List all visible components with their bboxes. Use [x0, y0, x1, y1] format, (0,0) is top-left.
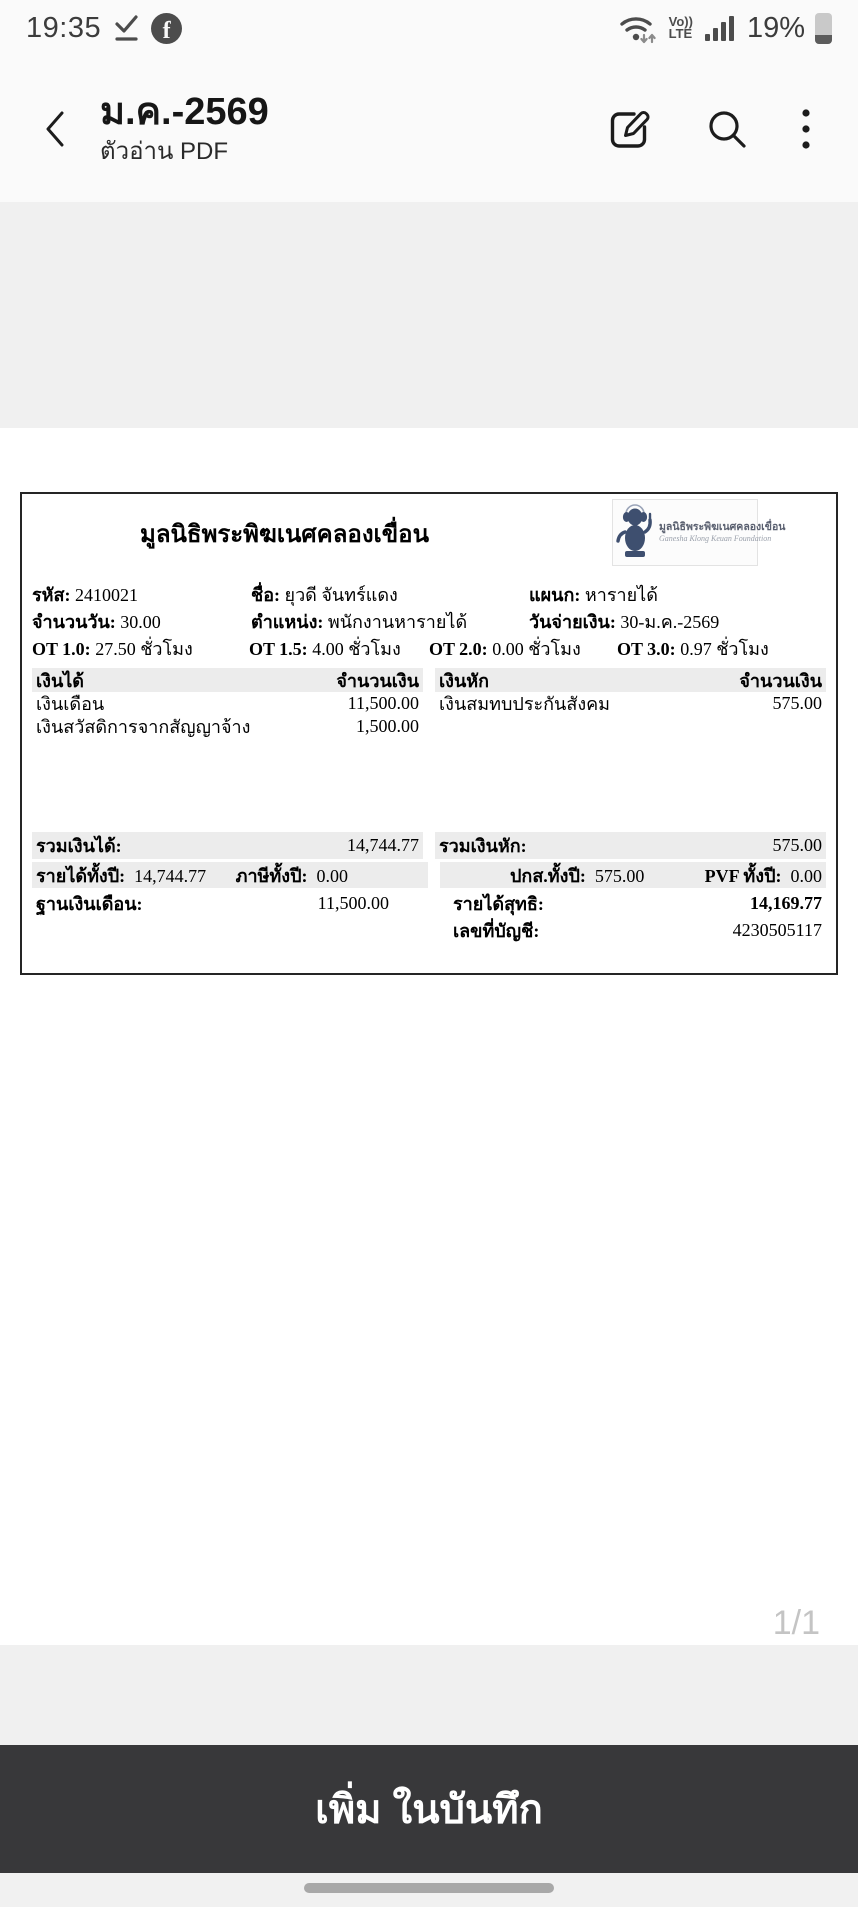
ytd-income-value: 14,744.77: [134, 865, 207, 886]
total-earnings-cell: [32, 832, 423, 859]
document-title: ม.ค.-2569: [100, 91, 269, 133]
deductions-amount-header: จำนวนเงิน: [739, 670, 822, 691]
employee-id-label: รหัส:: [32, 585, 71, 605]
navigation-area: [0, 1873, 858, 1907]
logo-thai-text: มูลนิธิพระพิฆเนศคลองเขื่อน: [659, 521, 786, 533]
ot20-label: OT 2.0:: [429, 639, 488, 659]
net-income-label: รายได้สุทธิ:: [453, 894, 544, 914]
ytd-tax-label: ภาษีทั้งปี:: [235, 865, 308, 886]
battery-icon: [815, 13, 832, 44]
viewer-background-top: [0, 202, 858, 428]
search-button[interactable]: [704, 106, 750, 152]
account-row: [32, 918, 826, 942]
earnings-header: เงินได้: [36, 670, 84, 691]
employee-info-row-2: [32, 607, 826, 634]
earnings-deductions-table: [32, 668, 826, 738]
earning-item-amount: 1,500.00: [356, 716, 419, 736]
earning-item-name: เงินสวัสดิการจากสัญญาจ้าง: [36, 717, 251, 737]
ot10-value: 27.50 ชั่วโมง: [95, 639, 193, 659]
app-header: [0, 56, 858, 202]
earnings-column: [32, 668, 423, 738]
ytd-sso-label: ปกส.ทั้งปี:: [510, 865, 586, 886]
earning-item-name: เงินเดือน: [36, 694, 105, 714]
update-check-icon: [111, 12, 141, 44]
page-indicator: 1/1: [772, 1604, 820, 1642]
position-value: พนักงานหารายได้: [327, 612, 468, 632]
employee-info-row-1: [32, 580, 826, 607]
clock: 19:35: [26, 11, 102, 44]
ot20-value: 0.00 ชั่วโมง: [492, 639, 581, 659]
ot10-label: OT 1.0:: [32, 639, 91, 659]
employee-name-value: ยุวดี จันทร์แดง: [284, 585, 398, 605]
app-name: ตัวอ่าน PDF: [100, 138, 229, 165]
earnings-amount-header: จำนวนเงิน: [336, 670, 419, 691]
ot30-value: 0.97 ชั่วโมง: [680, 639, 769, 659]
earning-item-amount: 11,500.00: [347, 693, 419, 713]
pay-date-value: 30-ม.ค.-2569: [620, 612, 720, 632]
department-value: หารายได้: [584, 585, 658, 605]
home-indicator[interactable]: [304, 1883, 554, 1893]
account-spacer: [32, 918, 423, 942]
base-salary-cell: [32, 891, 423, 916]
position-label: ตำแหน่ง:: [251, 612, 324, 632]
table-row: [32, 715, 423, 738]
pay-date-label: วันจ่ายเงิน:: [529, 612, 616, 632]
ytd-tax-value: 0.00: [316, 865, 348, 886]
base-salary-label: ฐานเงินเดือน:: [36, 894, 143, 914]
chevron-left-icon: [38, 105, 74, 153]
total-deductions-label: รวมเงินหัก:: [439, 836, 527, 856]
more-options-button[interactable]: [800, 106, 812, 152]
base-salary-value: 11,500.00: [317, 893, 389, 913]
total-earnings-value: 14,744.77: [347, 835, 419, 855]
employee-id-value: 2410021: [75, 585, 139, 605]
add-to-notes-label: เพิ่ม ในบันทึก: [315, 1788, 543, 1832]
foundation-logo: [612, 499, 786, 566]
table-row: [435, 692, 826, 715]
ot30-label: OT 3.0:: [617, 639, 676, 659]
days-value: 30.00: [120, 612, 161, 632]
facebook-notification-icon: f: [151, 13, 182, 44]
account-number-value: 4230505117: [732, 919, 822, 940]
deduction-item-name: เงินสมทบประกันสังคม: [439, 694, 611, 714]
ytd-pvf-value: 0.00: [790, 865, 822, 886]
employee-name-label: ชื่อ:: [251, 585, 281, 605]
year-to-date-row: [32, 862, 826, 888]
ytd-sso-value: 575.00: [594, 865, 645, 886]
back-button[interactable]: [38, 105, 74, 153]
status-bar: [0, 0, 858, 56]
totals-row: [32, 832, 826, 859]
net-income-value: 14,169.77: [750, 893, 822, 913]
pdf-page[interactable]: [0, 428, 858, 1645]
net-income-cell: [435, 891, 826, 916]
total-deductions-cell: [435, 832, 826, 859]
add-to-notes-button[interactable]: [0, 1745, 858, 1873]
ot15-value: 4.00 ชั่วโมง: [312, 639, 401, 659]
account-number-label: เลขที่บัญชี:: [453, 920, 540, 941]
days-label: จำนวนวัน:: [32, 612, 116, 632]
ot-hours-row: [32, 634, 826, 662]
ot15-label: OT 1.5:: [249, 639, 308, 659]
volte-icon: Vo)) LTE: [668, 14, 693, 41]
ytd-left: [32, 862, 428, 888]
account-cell: [435, 918, 826, 942]
edit-button[interactable]: [606, 105, 654, 153]
ytd-pvf-label: PVF ทั้งปี:: [704, 865, 782, 886]
organization-name: มูลนิธิพระพิฆเนศคลองเขื่อน: [140, 522, 429, 548]
ytd-right: [440, 862, 826, 888]
deductions-column: [435, 668, 826, 738]
total-earnings-label: รวมเงินได้:: [36, 836, 122, 856]
total-deductions-value: 575.00: [772, 835, 822, 855]
viewer-background-bottom: [0, 1645, 858, 1745]
ganesha-logo-icon: [613, 502, 657, 564]
ytd-income-label: รายได้ทั้งปี:: [36, 865, 126, 886]
logo-english-text: Ganesha Klong Keuan Foundation: [659, 533, 772, 543]
deductions-header: เงินหัก: [439, 670, 490, 691]
department-label: แผนก:: [529, 585, 581, 605]
battery-percentage: 19%: [746, 11, 805, 44]
base-salary-row: [32, 891, 826, 916]
payslip-document: [20, 492, 838, 975]
wifi-icon: [617, 11, 659, 45]
deduction-item-amount: 575.00: [772, 693, 822, 713]
signal-strength-icon: [703, 13, 737, 43]
